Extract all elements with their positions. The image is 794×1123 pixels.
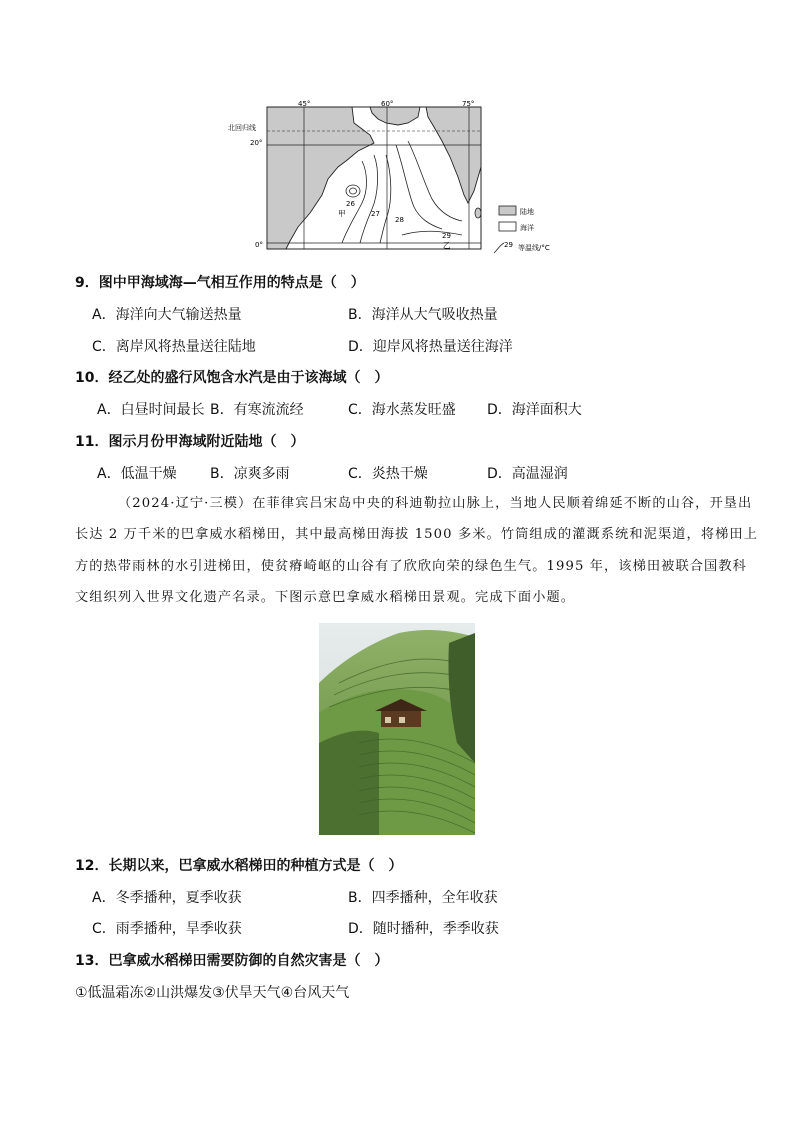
isotherm-29-label: 29	[442, 232, 451, 240]
location-jia-label: 甲	[338, 209, 346, 218]
q9-option-c: C．离岸风将热量送往陆地	[92, 339, 256, 355]
q12-option-a: A．冬季播种，夏季收获	[92, 890, 242, 906]
legend-ocean-label: 海洋	[520, 224, 534, 232]
tropic-label: 北回归线	[228, 124, 256, 132]
q11-option-b: B．凉爽多雨	[210, 466, 290, 482]
q9-option-b: B．海洋从大气吸收热量	[348, 307, 498, 323]
q10-option-a: A．白昼时间最长	[97, 402, 205, 418]
passage-line-1: （2024·辽宁·三模）在菲律宾吕宋岛中央的科迪勒拉山脉上，当地人民顺着绵延不断的山谷，开垦出	[118, 496, 753, 511]
lon-75-label: 75°	[462, 100, 475, 108]
lat-20-label: 20°	[250, 139, 263, 147]
q10-option-c: C．海水蒸发旺盛	[348, 402, 456, 418]
location-yi-label: 乙	[443, 241, 451, 250]
q11-stem: 11．图示月份甲海域附近陆地（ ）	[75, 434, 305, 450]
legend-ocean-swatch	[499, 222, 516, 231]
q11-option-a: A．低温干燥	[97, 466, 177, 482]
q12-option-c: C．雨季播种，旱季收获	[92, 921, 242, 937]
passage-line-3: 方的热带雨林的水引进梯田，使贫瘠崎岖的山谷有了欣欣向荣的绿色生气。1995 年，该梯田被联合国教科	[75, 559, 747, 574]
q9-stem: 9．图中甲海域海—气相互作用的特点是（ ）	[75, 275, 365, 291]
lat-0-label: 0°	[255, 241, 263, 249]
land-srilanka	[475, 208, 481, 218]
q11-option-d: D．高温湿润	[487, 466, 568, 482]
q12-stem: 12．长期以来，巴拿威水稻梯田的种植方式是（ ）	[75, 858, 403, 874]
q10-option-b: B．有寒流流经	[210, 402, 304, 418]
lon-60-label: 60°	[381, 100, 394, 108]
q10-stem: 10．经乙处的盛行风饱含水汽是由于该海域（ ）	[75, 370, 389, 386]
q10-option-d: D．海洋面积大	[487, 402, 582, 418]
isotherm-28-label: 28	[395, 216, 404, 224]
lon-45-label: 45°	[298, 100, 311, 108]
legend-land-label: 陆地	[520, 208, 534, 216]
legend-land-swatch	[499, 206, 516, 215]
legend-isotherm-label: 等温线/°C	[518, 244, 550, 252]
q13-stem: 13．巴拿威水稻梯田需要防御的自然灾害是（ ）	[75, 953, 389, 969]
q12-option-d: D．随时播种，季季收获	[348, 921, 499, 937]
q9-option-a: A．海洋向大气输送热量	[92, 307, 242, 323]
isotherm-26-label: 26	[346, 200, 355, 208]
isotherm-map	[228, 95, 574, 260]
passage-line-4: 文组织列入世界文化遗产名录。下图示意巴拿威水稻梯田景观。完成下面小题。	[75, 590, 576, 605]
q9-option-d: D．迎岸风将热量送往海洋	[348, 339, 513, 355]
legend-isotherm-symbol	[494, 243, 504, 253]
rice-terraces-photo	[319, 623, 475, 835]
passage-line-2: 长达 2 万千米的巴拿威水稻梯田，其中最高梯田海拔 1500 多米。竹筒组成的灌溉系统和泥渠道，将梯田上	[75, 527, 758, 542]
q12-option-b: B．四季播种，全年收获	[348, 890, 498, 906]
q13-options: ①低温霜冻②山洪爆发③伏旱天气④台风天气	[75, 985, 350, 1001]
q11-option-c: C．炎热干燥	[348, 466, 428, 482]
isotherm-27-label: 27	[371, 210, 380, 218]
legend-isotherm-value: 29	[504, 241, 513, 249]
